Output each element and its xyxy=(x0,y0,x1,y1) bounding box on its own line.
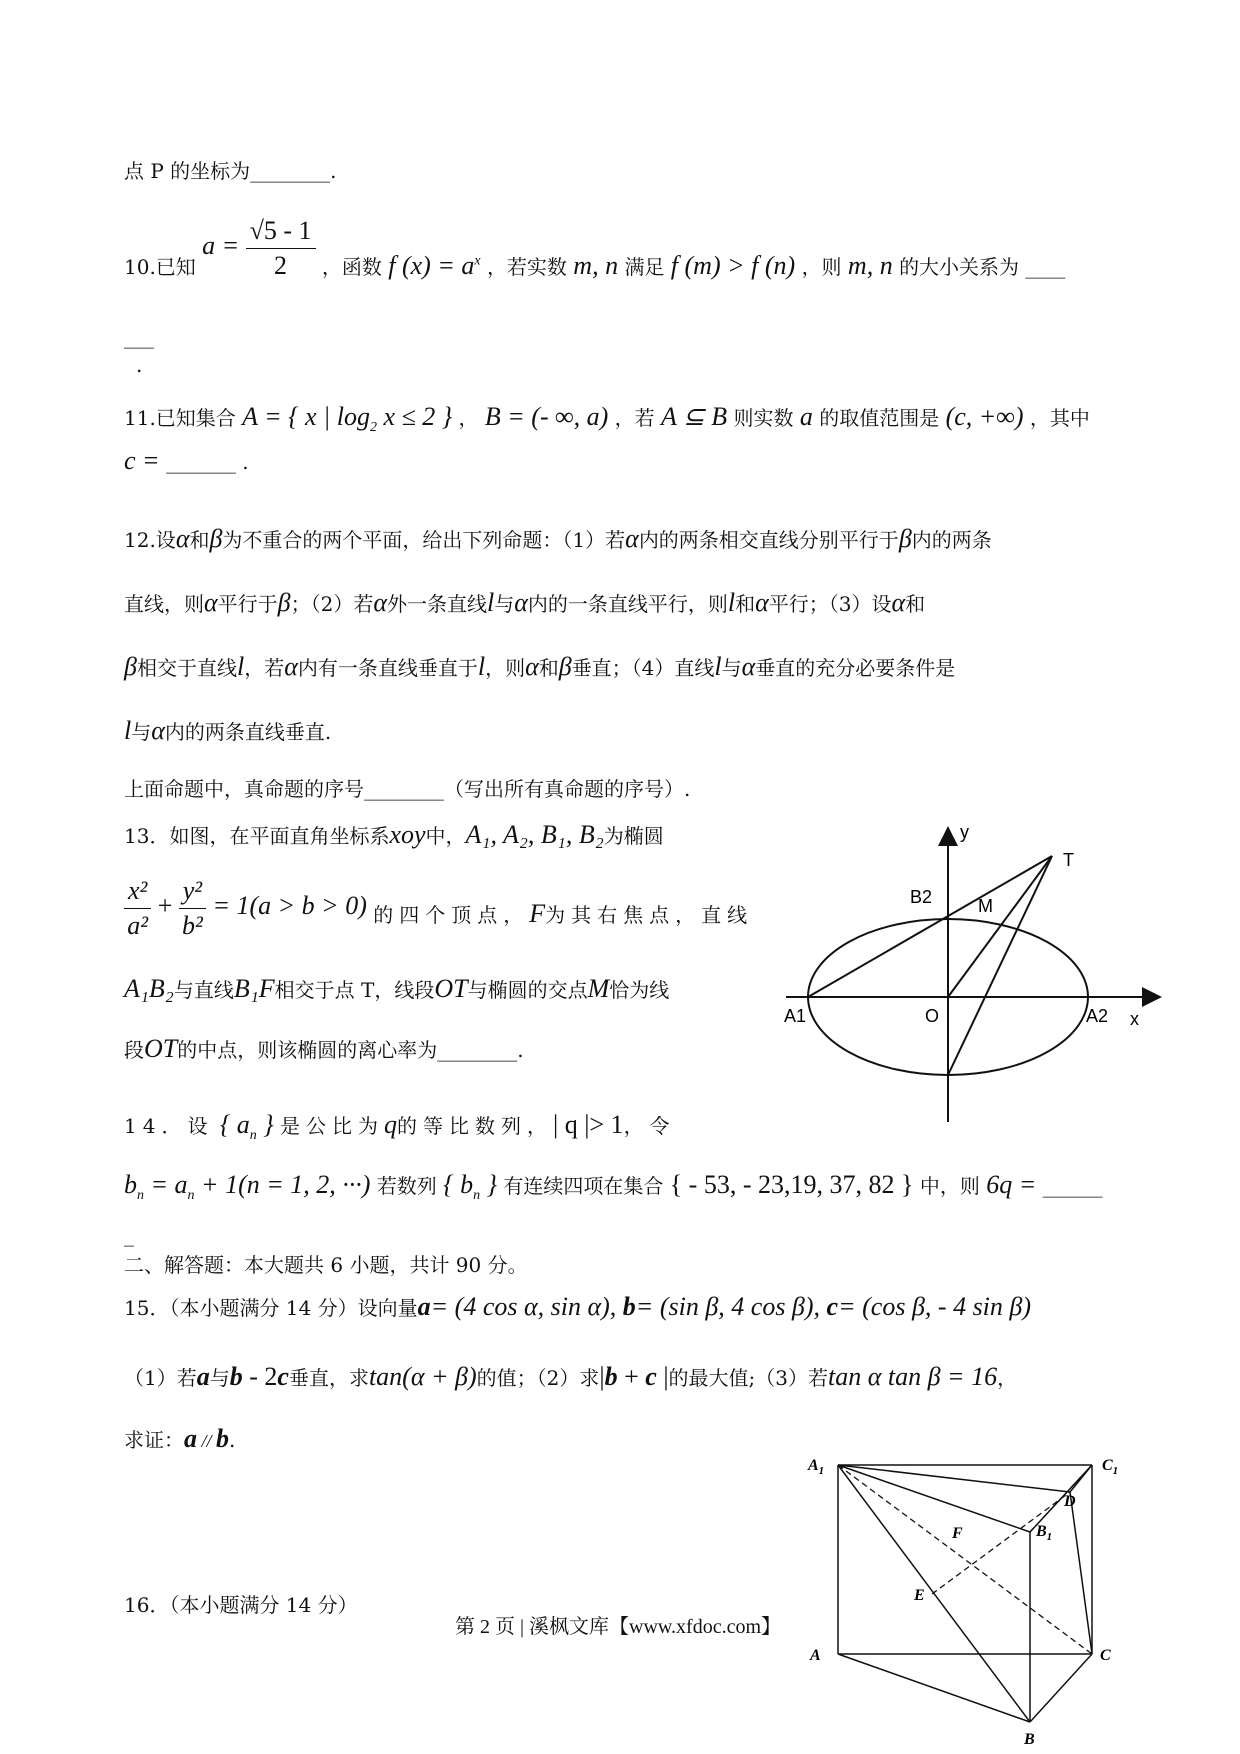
q10-a-numerator: √5 - 1 xyxy=(246,214,316,249)
label-T: T xyxy=(1063,850,1074,870)
q10-line: 10.已知 a = $\frac{√5 - 1}{2}$ ，函数 f $(x) = a^x$ ，若实数 m, n 满足 f (m) > f (n) ，则 m, n 的大小关系为 ____ xyxy=(124,234,1065,303)
label-E: E xyxy=(914,1587,925,1604)
line-a1-t xyxy=(808,856,1052,997)
q12-line2: 直线，则α平行于β；（2）若α外一条直线l与α内的一条直线平行，则l和α平行；（3）设α和 xyxy=(124,588,926,617)
label-y: y xyxy=(960,822,969,842)
label-B2: B2 xyxy=(910,887,933,907)
q10-condition: f (m) > f (n) xyxy=(670,251,796,280)
q10-a-formula: a = $\frac{√5 - 1}{2}$ xyxy=(202,214,315,283)
q13-line1: 13．如图，在平面直角坐标系xoy中，A₁, A₂, B₁, B₂为椭圆 xyxy=(124,820,664,849)
label-C1: $C_1$ xyxy=(1102,1457,1119,1477)
line-b1-t xyxy=(948,856,1052,1075)
q10-blank-cont: ___ xyxy=(124,325,154,349)
q11-line: 11.已知集合 A = { x | $\log_2 x \le 2$ } ， B = (- ∞, a) ，若 A ⊆ B 则实数 a 的取值范围是 (c, +∞) ，其中 xyxy=(124,402,1090,436)
q10-a-denominator: 2 xyxy=(274,251,288,280)
q14-line1: 14．设 { $a_n$ } 是公比为q的等比数列，| q |> 1，令 xyxy=(124,1110,676,1144)
page-footer: 第 2 页 | 溪枫文库【www.xfdoc.com】 xyxy=(455,1616,782,1638)
q14-set: { - 53, - 23,19, 37, 82 } xyxy=(669,1170,914,1199)
label-B: B xyxy=(1024,1731,1035,1748)
q10-function: f $(x) = a^x$ xyxy=(388,251,481,280)
q15-line2: （1）若a与b - 2c垂直，求tan(α + β)的值；（2）求|b + c |的最大值;（3）若tan α tan β = 16， xyxy=(124,1362,1018,1391)
label-x: x xyxy=(1130,1009,1139,1029)
line-o-t xyxy=(948,856,1052,997)
label-A1: A1 xyxy=(784,1006,807,1026)
label-A2: A2 xyxy=(1086,1006,1109,1026)
q11-set-b: B = (- ∞, a) xyxy=(484,402,609,431)
q12-line5: 上面命题中，真命题的序号________（写出所有真命题的序号）. xyxy=(124,777,691,801)
q12-line1: 12.设α和β为不重合的两个平面，给出下列命题：（1）若α内的两条相交直线分别平行于β内的两条 xyxy=(124,524,992,553)
q14-line2: $b_n = a_n + 1(n = 1$, 2, ···) 若数列 { $b_n$ } 有连续四项在集合 { - 53, - 23,19, 37, 82 } 中，则 6q = ______ xyxy=(124,1170,1103,1204)
ellipse-figure xyxy=(780,810,1180,1130)
q13-ellipse-equation: $\frac{\text{x²}}{\text{a²}}$ + $\frac{\text{y²}}{\text{b²}}$ = 1(a > b > 0) xyxy=(124,874,367,943)
q11-line2: c = _______ . xyxy=(124,446,249,475)
label-C: C xyxy=(1100,1647,1111,1664)
q9-answer-line xyxy=(124,156,337,186)
q11-range: (c, +∞) xyxy=(945,402,1024,431)
label-A: A xyxy=(810,1647,821,1664)
section-2-header: 二、解答题：本大题共 6 小题，共计 90 分。 xyxy=(124,1253,528,1277)
q13-line4: 段OT的中点，则该椭圆的离心率为________. xyxy=(124,1034,524,1063)
label-O: O xyxy=(925,1006,940,1026)
q13-line3: A₁B₂与直线B₁F相交于点 T，线段OT与椭圆的交点M恰为线 xyxy=(124,974,670,1003)
q9-text: 点 P 的坐标为________. xyxy=(124,159,337,183)
q12-line4: l与α内的两条直线垂直. xyxy=(124,716,332,745)
q14-an-seq: { $a_n$ } xyxy=(219,1110,274,1144)
q15-line3: 求证：a // b. xyxy=(124,1424,236,1453)
q11-set-a: A = { x | $\log_2 x \le 2$ } xyxy=(242,402,453,436)
q10-prefix: 10.已知 xyxy=(124,255,196,279)
label-F: F xyxy=(952,1525,963,1542)
label-D: D xyxy=(1064,1493,1076,1510)
label-A1: $A_1$ xyxy=(808,1457,825,1477)
label-B1: $B_1$ xyxy=(1036,1523,1053,1543)
q15-line1: 15．（本小题满分 14 分）设向量a= (4 cos α, sin α), b= (sin β, 4 cos β), c= (cos β, - 4 sin β) xyxy=(124,1292,1032,1321)
q16-line: 16．（本小题满分 14 分） xyxy=(124,1593,358,1617)
label-M: M xyxy=(978,896,993,916)
q10-end: . xyxy=(136,353,143,377)
q12-line3: β相交于直线l，若α内有一条直线垂直于l，则α和β垂直；（4）直线l与α垂直的充分必要条件是 xyxy=(124,652,956,681)
q14-blank-cont: _ xyxy=(124,1223,134,1247)
q13-line2: $\frac{\text{x²}}{\text{a²}}$ + $\frac{\text{y²}}{\text{b²}}$ = 1(a > b > 0) 的四个顶点，F为其右焦点，直线 xyxy=(124,882,753,951)
q14-bn-def: $b_n = a_n + 1(n = 1$, 2, ···) xyxy=(124,1170,371,1204)
prism-figure xyxy=(800,1440,1140,1754)
